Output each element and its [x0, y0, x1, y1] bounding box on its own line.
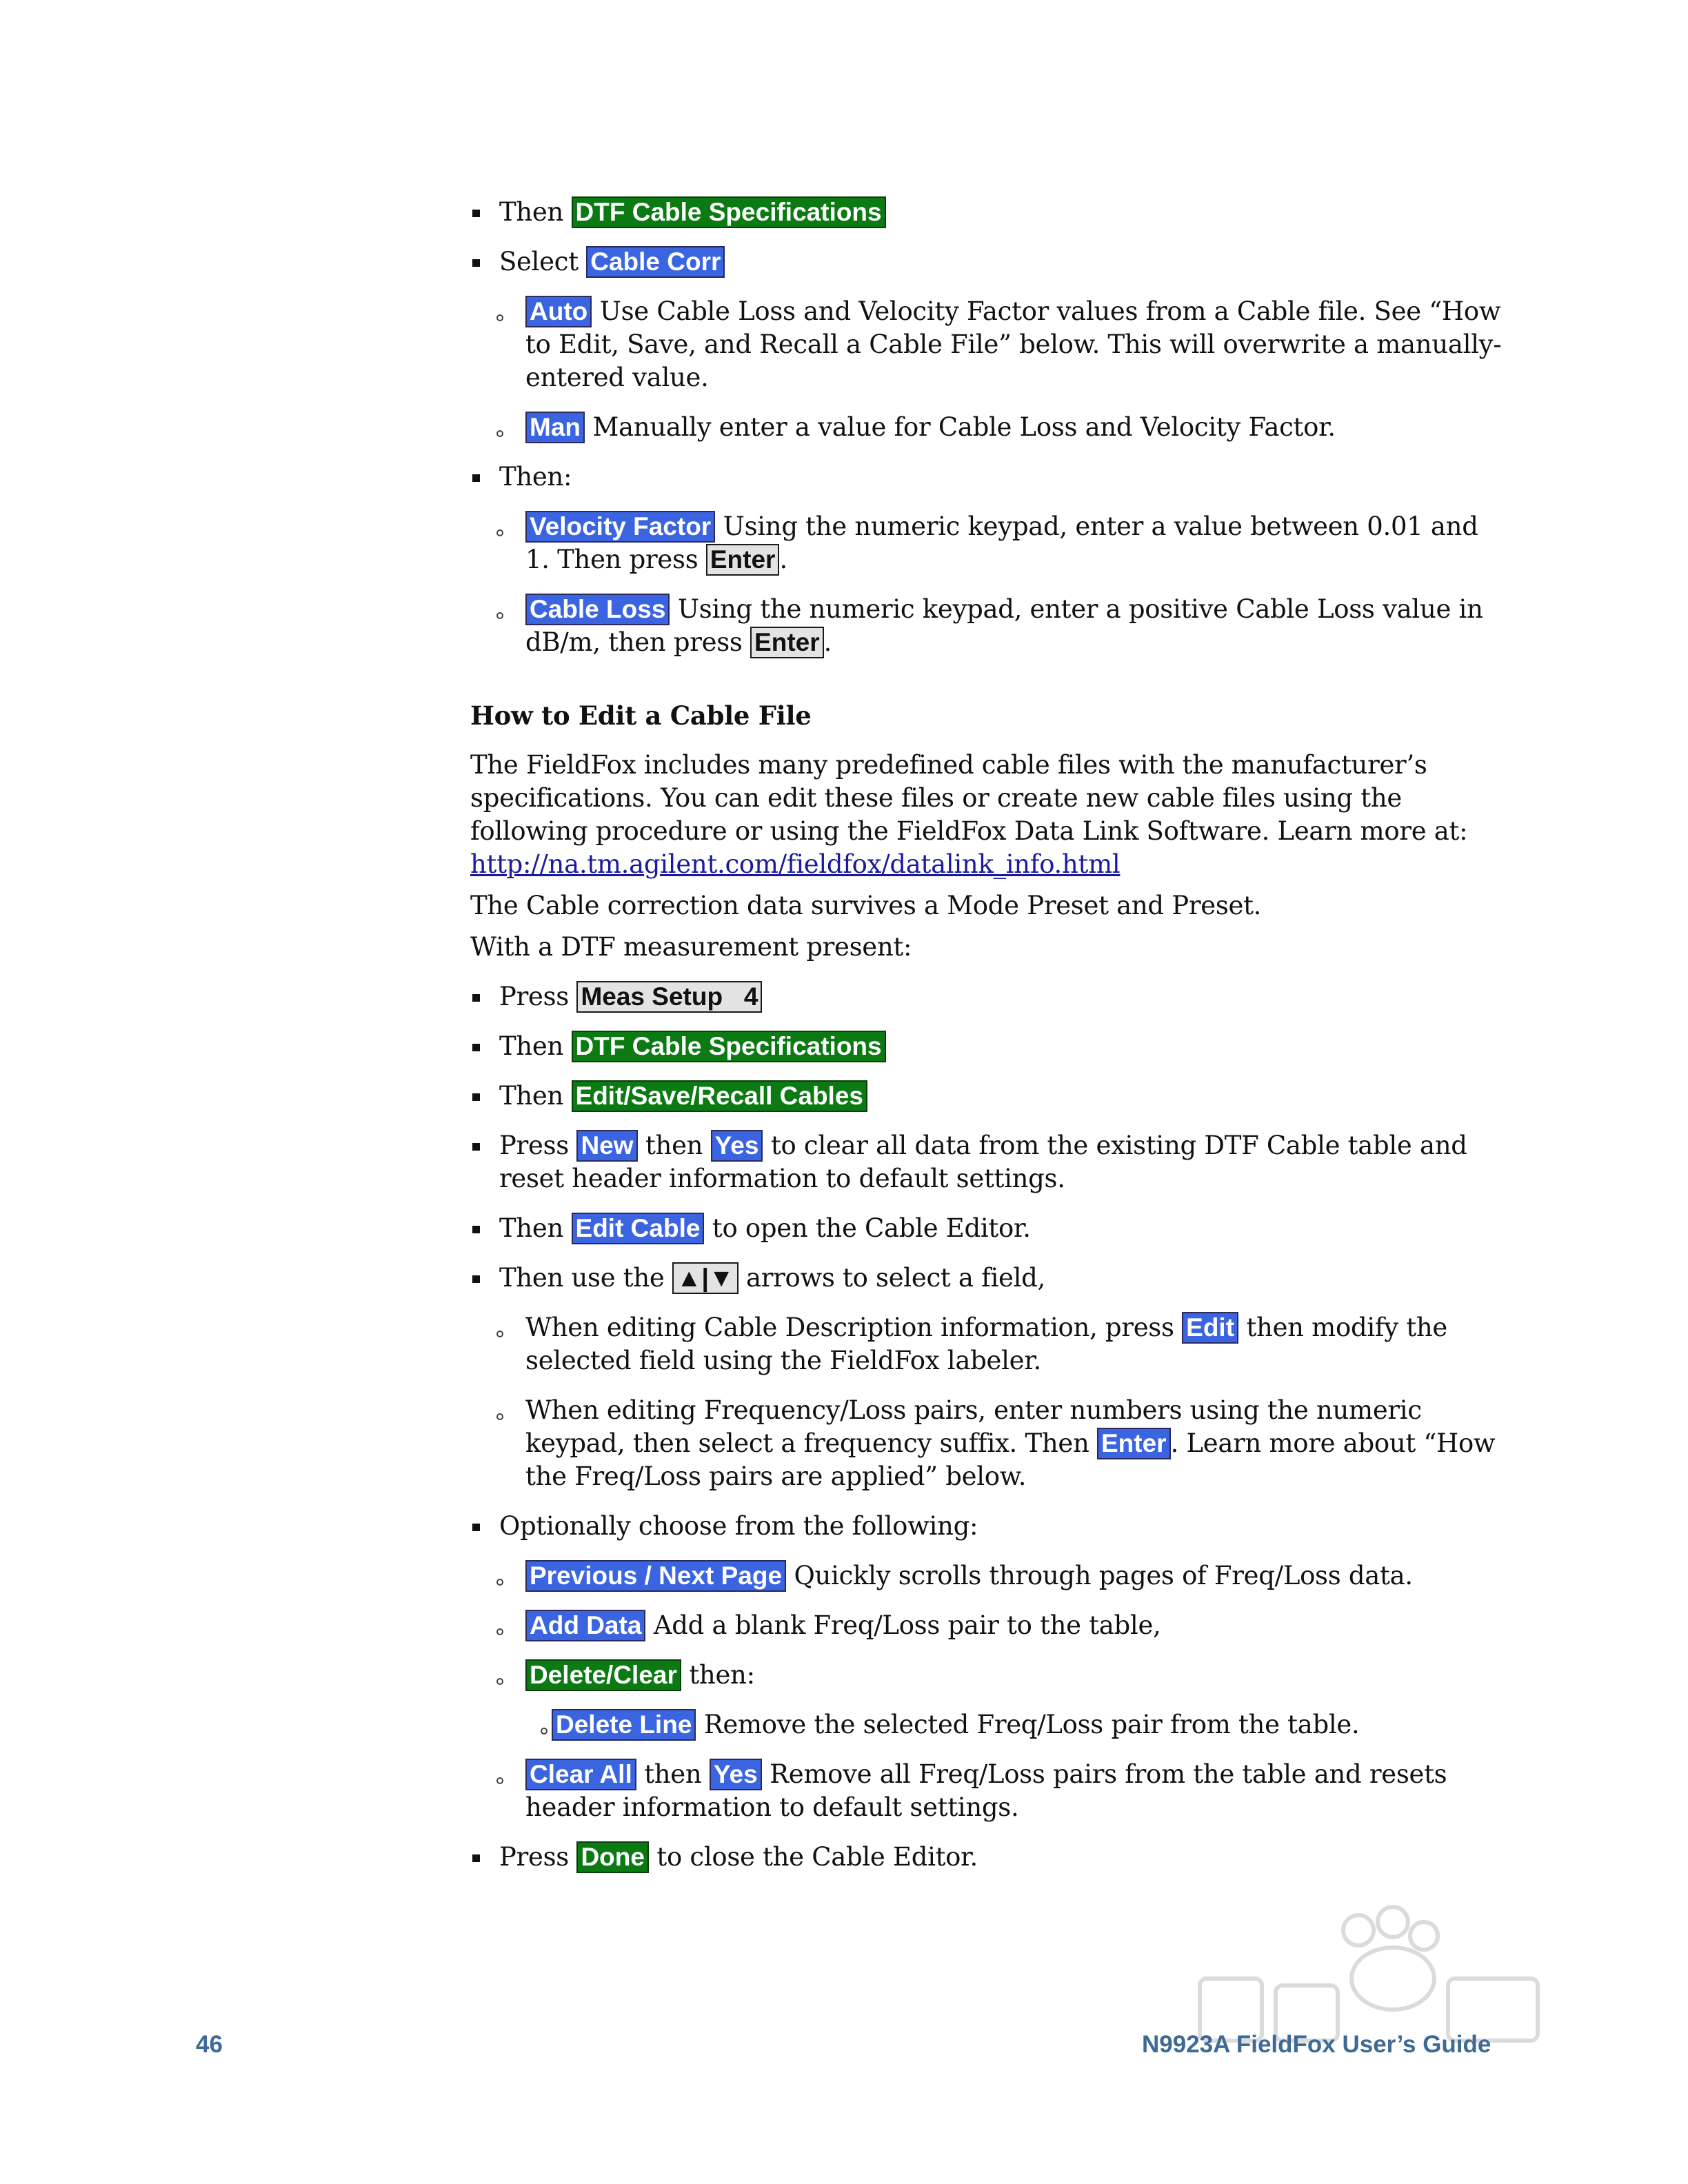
watermark-logo	[1186, 1903, 1572, 2096]
step-text: Then	[499, 197, 564, 227]
step-text: Press	[499, 1131, 569, 1160]
edit-save-recall-cables-key: Edit/Save/Recall Cables	[572, 1080, 867, 1112]
option-auto	[525, 295, 1502, 394]
paragraph-line: The FieldFox includes many predefined cable files with the manufacturer’s	[470, 750, 1427, 780]
option-text: then:	[681, 1660, 755, 1690]
option-text: When editing Cable Description information, press	[525, 1313, 1174, 1342]
done-key: Done	[576, 1841, 649, 1873]
option-text: the Freq/Loss pairs are applied” below.	[525, 1462, 1027, 1491]
cable-loss-key: Cable Loss	[525, 594, 670, 625]
edit-key: Edit	[1182, 1312, 1238, 1344]
option-text: to Edit, Save, and Recall a Cable File” below. This will overwrite a manually-	[525, 330, 1502, 359]
yes-key: Yes	[711, 1130, 763, 1162]
option-text: Remove all Freq/Loss pairs from the table and resets	[761, 1759, 1447, 1789]
page-number: 46	[196, 2031, 223, 2058]
step-done	[470, 1841, 1477, 1874]
new-key: New	[576, 1130, 637, 1162]
step-dtf-cable-specs	[470, 196, 1477, 229]
option-text: When editing Frequency/Loss pairs, enter numbers using the numeric	[525, 1395, 1422, 1425]
step-text: to open the Cable Editor.	[704, 1213, 1031, 1243]
manual-content	[470, 196, 1502, 1874]
option-delete-line	[552, 1708, 1477, 1741]
step-new-yes	[470, 1129, 1477, 1195]
yes-key: Yes	[710, 1759, 762, 1790]
option-velocity-factor: Velocity Factor Using the numeric keypad, enter a value between 0.01 and 1. Then press Enter .	[525, 510, 1477, 576]
step-text: then	[637, 1131, 711, 1160]
option-text: 1. Then press	[525, 545, 699, 574]
option-text: entered value.	[525, 363, 709, 392]
option-text: . Learn more about “How	[1170, 1428, 1496, 1458]
step-press-meas-setup	[470, 980, 1477, 1013]
enter-hardkey: Enter	[750, 627, 824, 658]
option-text: Using the numeric keypad, enter a value between 0.01 and	[715, 512, 1478, 541]
option-man	[525, 411, 1477, 444]
meas-setup-hardkey: Meas Setup 4	[576, 981, 762, 1013]
step-text: to clear all data from the existing DTF Cable table and	[763, 1131, 1467, 1160]
auto-key: Auto	[525, 296, 592, 327]
dtf-present-note: With a DTF measurement present:	[470, 932, 912, 962]
previous-next-page-key: Previous / Next Page	[525, 1560, 786, 1592]
step-text: Then	[499, 1081, 564, 1111]
add-data-key: Add Data	[525, 1610, 645, 1641]
paragraph-line: specifications. You can edit these files or create new cable files using the	[470, 783, 1402, 813]
option-text: keypad, then select a frequency suffix. Then	[525, 1428, 1089, 1458]
option-text: Using the numeric keypad, enter a positive Cable Loss value in	[670, 594, 1483, 624]
sub-step-cable-description	[525, 1311, 1477, 1377]
velocity-factor-key: Velocity Factor	[525, 511, 715, 543]
step-select-cable-corr	[470, 245, 1477, 279]
option-text: dB/m, then press	[525, 627, 743, 657]
preset-note: The Cable correction data survives a Mode Preset and Preset.	[470, 891, 1262, 920]
section-heading: How to Edit a Cable File	[470, 700, 812, 731]
step-text: arrows to select a field,	[738, 1263, 1046, 1293]
option-clear-all	[525, 1758, 1477, 1824]
step-text: reset header information to default settings.	[499, 1164, 1065, 1193]
step-optional: Optionally choose from the following:	[470, 1510, 1477, 1543]
option-add-data	[525, 1609, 1477, 1642]
option-text: Remove the selected Freq/Loss pair from the table.	[696, 1710, 1360, 1739]
enter-hardkey: Enter	[706, 544, 780, 576]
option-text: then modify the	[1238, 1313, 1448, 1342]
step-text: Then use the	[499, 1263, 665, 1293]
option-text: Add a blank Freq/Loss pair to the table,	[645, 1610, 1161, 1640]
option-text: Use Cable Loss and Velocity Factor values from a Cable file. See “How	[592, 296, 1501, 326]
option-previous-next	[525, 1559, 1477, 1593]
step-then: Then:	[470, 461, 1477, 494]
clear-all-key: Clear All	[525, 1759, 636, 1790]
up-down-arrow-hardkey: ▲|▼	[672, 1262, 738, 1294]
step-text: Then	[499, 1031, 564, 1061]
step-edit-cable	[470, 1212, 1477, 1245]
step-text: Press	[499, 982, 569, 1011]
dtf-cable-specifications-key: DTF Cable Specifications	[572, 196, 886, 228]
option-text: Quickly scrolls through pages of Freq/Loss data.	[786, 1561, 1413, 1590]
step-edit-save-recall	[470, 1080, 1477, 1113]
step-text: Then	[499, 1213, 564, 1243]
step-text: Press	[499, 1842, 569, 1872]
datalink-url-link[interactable]: http://na.tm.agilent.com/fieldfox/datalink_info.html	[470, 849, 1121, 879]
step-text: to close the Cable Editor.	[648, 1842, 978, 1872]
step-dtf-cable-specs-2	[470, 1030, 1477, 1063]
paragraph-line: following procedure or using the FieldFox Data Link Software. Learn more at:	[470, 816, 1468, 846]
delete-line-key: Delete Line	[552, 1709, 696, 1741]
option-delete-clear	[525, 1659, 1477, 1692]
sub-step-freq-loss	[525, 1394, 1496, 1493]
option-text: then	[636, 1759, 710, 1789]
man-key: Man	[525, 412, 585, 443]
enter-key: Enter	[1097, 1428, 1171, 1459]
dtf-cable-specifications-key: DTF Cable Specifications	[572, 1031, 886, 1062]
step-arrows	[470, 1262, 1477, 1295]
option-text: selected field using the FieldFox labeler.	[525, 1346, 1041, 1375]
option-text: Manually enter a value for Cable Loss and Velocity Factor.	[585, 412, 1336, 442]
intro-paragraph	[470, 749, 1477, 881]
delete-clear-key: Delete/Clear	[525, 1659, 681, 1691]
option-cable-loss: Cable Loss Using the numeric keypad, enter a positive Cable Loss value in dB/m, then press Enter .	[525, 593, 1477, 659]
step-text: Select	[499, 247, 579, 276]
guide-title: N9923A FieldFox User’s Guide	[1142, 2031, 1491, 2058]
cable-corr-key: Cable Corr	[586, 246, 725, 278]
option-text: header information to default settings.	[525, 1792, 1019, 1822]
edit-cable-key: Edit Cable	[572, 1213, 705, 1244]
